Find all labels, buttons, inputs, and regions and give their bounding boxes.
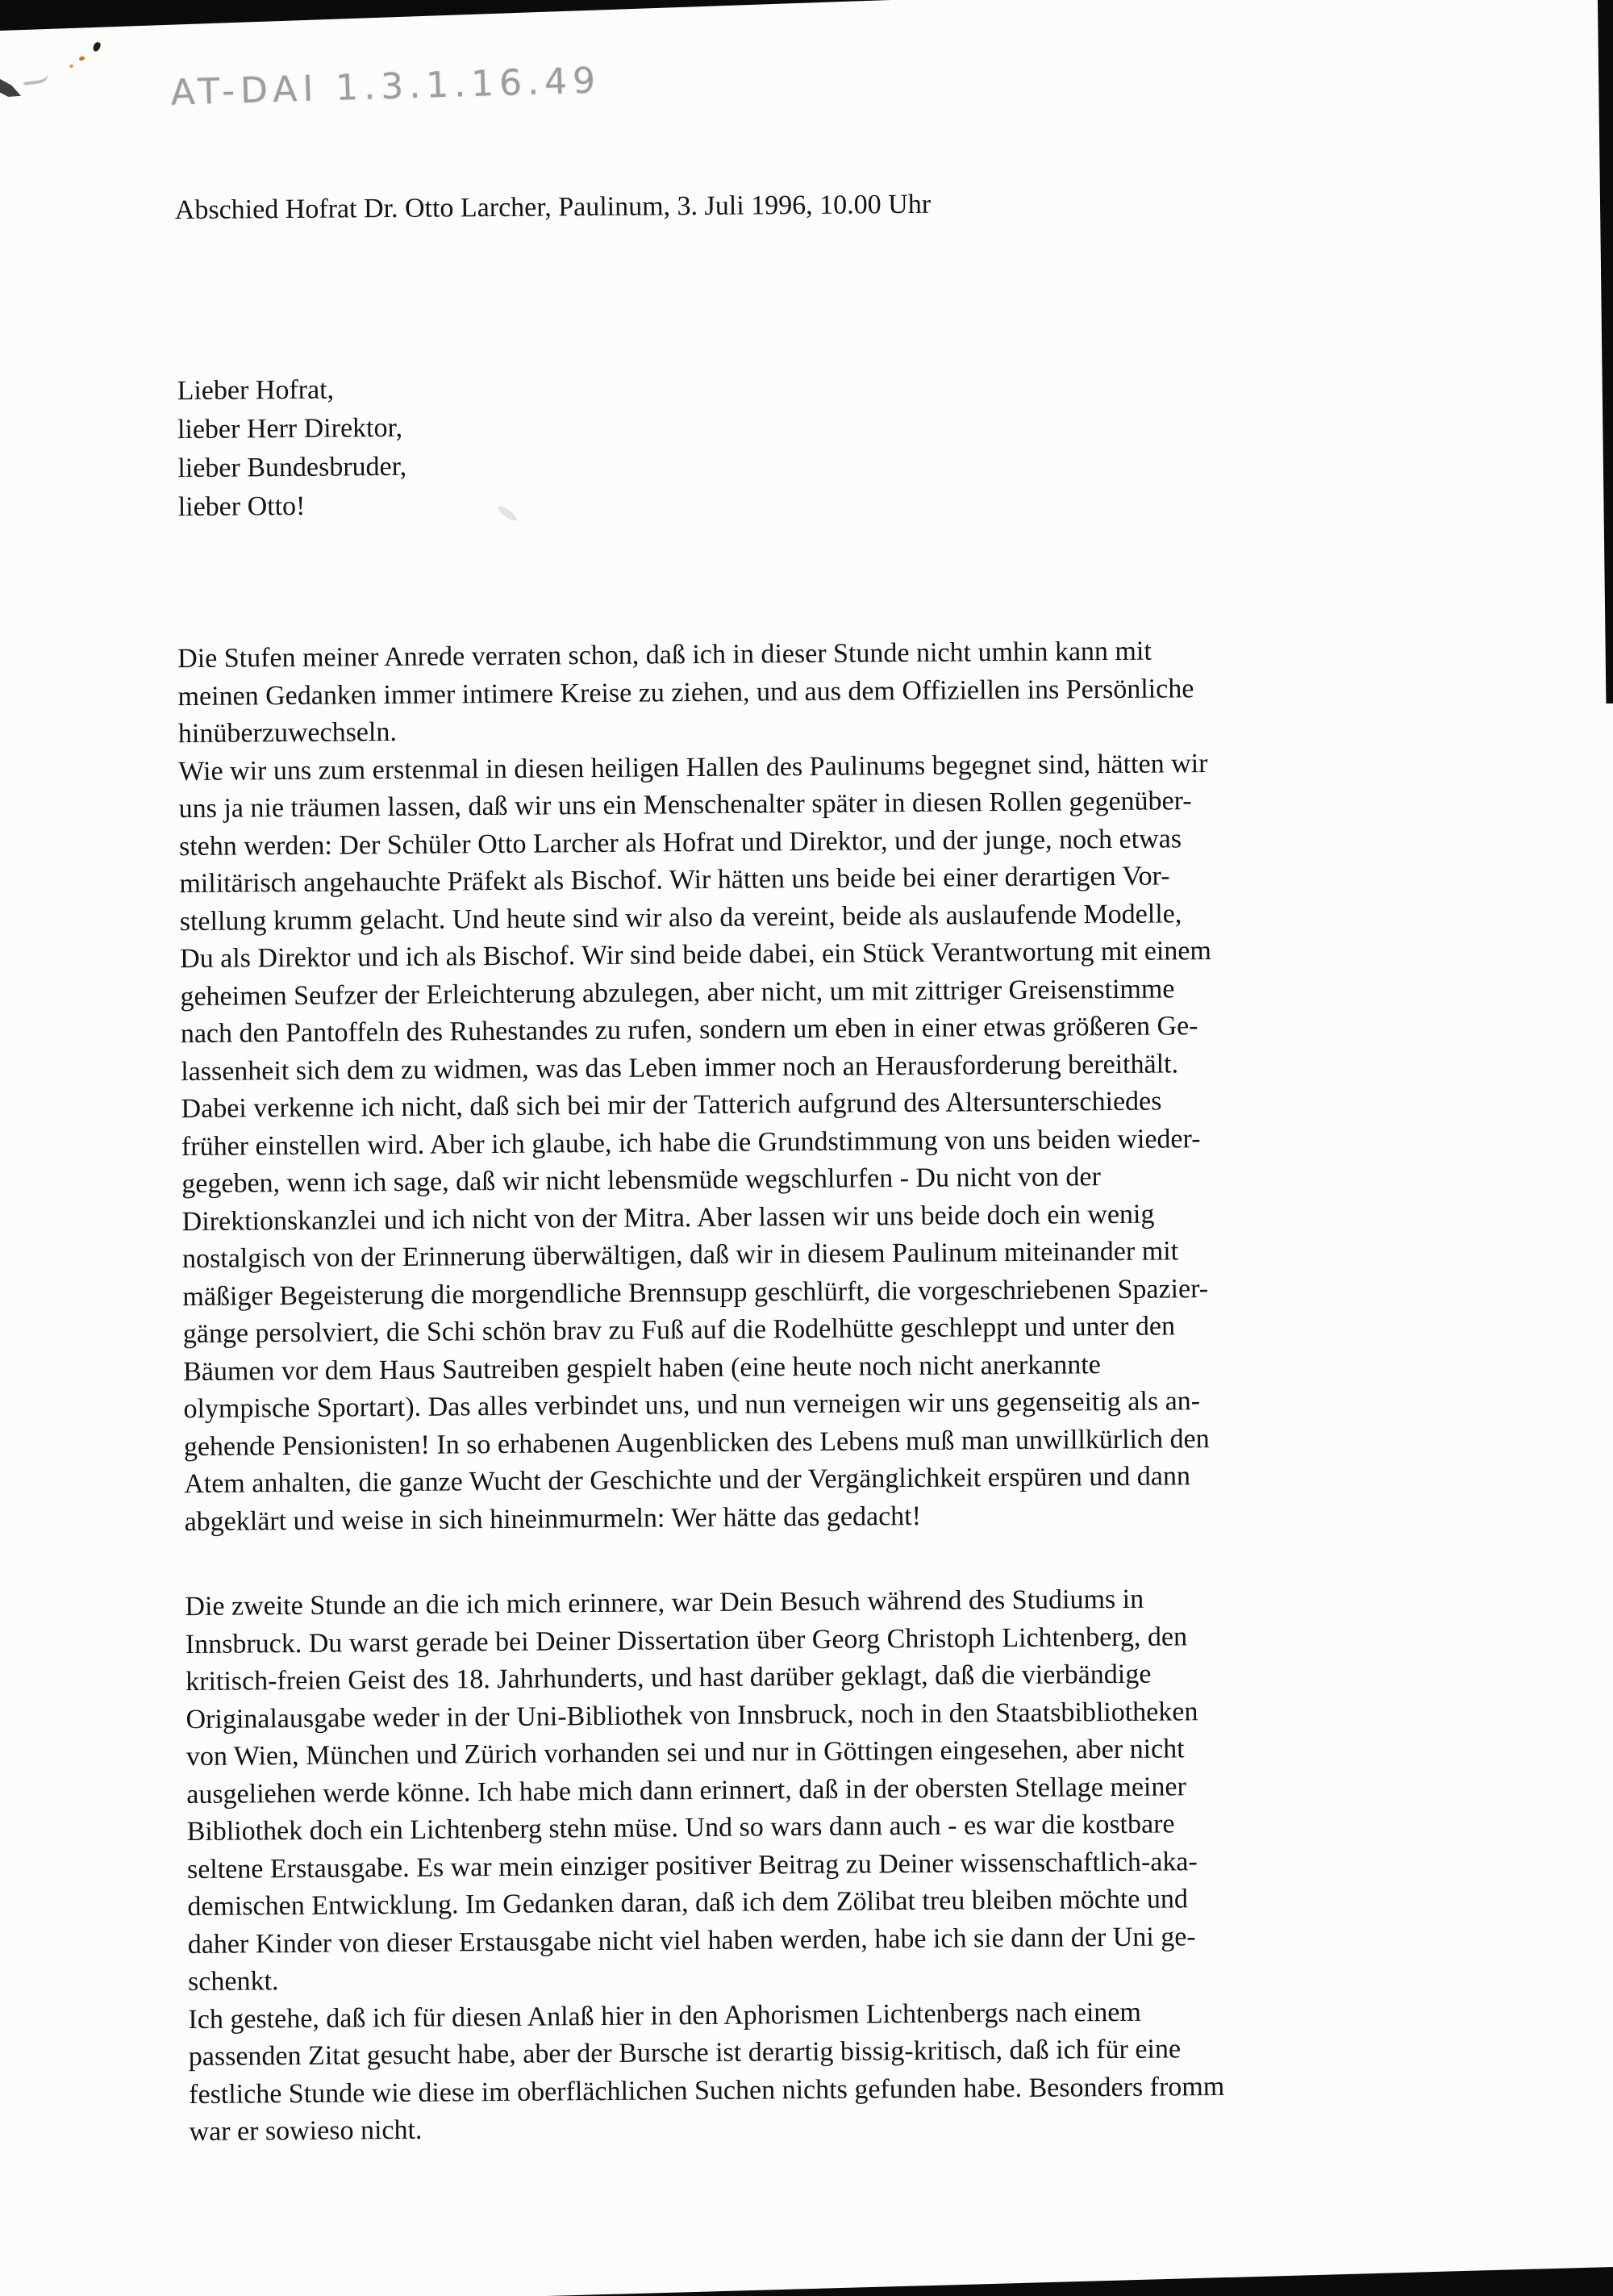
text-line: gänge persolviert, die Schi schön brav zu Fuß auf die Rodelhütte geschleppt und unter den <box>182 1311 1176 1350</box>
text-line: Direktionskanzlei und ich nicht von der Mitra. Aber lassen wir uns beide doch ein wenig <box>181 1199 1155 1237</box>
text-line: Lieber Hofrat, <box>177 374 335 407</box>
text-line: lieber Herr Direktor, <box>177 412 403 445</box>
text-line: lieber Otto! <box>177 491 306 523</box>
text-line: Die Stufen meiner Anrede verraten schon, daß ich in dieser Stunde nicht umhin kann mit <box>177 636 1152 674</box>
text-line: daher Kinder von dieser Erstausgabe nicht viel haben werden, habe ich sie dann der Uni ge- <box>187 1921 1196 1960</box>
text-line: hinüberzuwechseln. <box>177 716 398 749</box>
salutation <box>177 370 406 527</box>
text-line: lassenheit sich dem zu widmen, was das Leben immer noch an Herausforderung bereithält. <box>181 1048 1179 1087</box>
text-line: Atem anhalten, die ganze Wucht der Geschichte und der Vergänglichkeit erspüren und dann <box>184 1461 1191 1500</box>
text-line: Innsbruck. Du warst gerade bei Deiner Dissertation über Georg Christoph Lichtenberg, den <box>185 1621 1188 1659</box>
text-line: ausgeliehen werde könne. Ich habe mich dann erinnert, daß in der obersten Stellage meiner <box>186 1771 1186 1810</box>
body-paragraph-2 <box>185 1580 1225 2152</box>
text-line: stehn werden: Der Schüler Otto Larcher als Hofrat und Direktor, und der junge, noch etwas <box>178 823 1182 862</box>
text-line: Ich gestehe, daß ich für diesen Anlaß hier in den Aphorismen Lichtenbergs nach einem <box>188 1997 1142 2035</box>
text-line: festliche Stunde wie diese im oberflächlichen Suchen nichts gefunden habe. Besonders fromm <box>189 2071 1225 2110</box>
text-line: mäßiger Begeisterung die morgendliche Brennsupp geschlürft, die vorgeschriebenen Spazier- <box>182 1273 1209 1312</box>
text-line: von Wien, München und Zürich vorhanden sei und nur in Göttingen eingesehen, aber nicht <box>185 1734 1185 1772</box>
text-line: nach den Pantoffeln des Ruhestandes zu rufen, sondern um eben in einer etwas größeren Ge- <box>180 1011 1198 1050</box>
text-line: kritisch-freien Geist des 18. Jahrhunderts, und hast darüber geklagt, daß die vierbändige <box>185 1659 1152 1697</box>
text-line: Bäumen vor dem Haus Sautreiben gespielt haben (eine heute noch nicht anerkannte <box>183 1349 1101 1387</box>
dust-speck-orange-2 <box>69 65 73 68</box>
text-line: gegeben, wenn ich sage, daß wir nicht lebensmüde wegschlurfen - Du nicht von der <box>181 1162 1102 1200</box>
text-line: militärisch angehauchte Präfekt als Bischof. Wir hätten uns beide bei einer derartigen Vor- <box>179 861 1170 900</box>
text-line: meinen Gedanken immer intimere Kreise zu ziehen, und aus dem Offiziellen ins Persönliche <box>177 673 1194 712</box>
text-line: Du als Direktor und ich als Bischof. Wir sind beide dabei, ein Stück Verantwortung mit einem <box>179 936 1211 975</box>
text-line: früher einstellen wird. Aber ich glaube, ich habe die Grundstimmung von uns beiden wieder- <box>181 1123 1201 1162</box>
text-line: Bibliothek doch ein Lichtenberg stehn müse. Und so wars dann auch - es war die kostbare <box>186 1809 1175 1847</box>
text-line: Wie wir uns zum erstenmal in diesen heiligen Hallen des Paulinums begegnet sind, hätten wir <box>178 748 1208 787</box>
text-line: Originalausgabe weder in der Uni-Bibliothek von Innsbruck, noch in den Staatsbibliotheken <box>185 1696 1198 1735</box>
text-line: uns ja nie träumen lassen, daß wir uns ein Menschenalter später in diesen Rollen gegenüber- <box>178 786 1192 824</box>
text-line: olympische Sportart). Das alles verbindet uns, und nun verneigen wir uns gegenseitig als an- <box>183 1386 1201 1425</box>
text-line: war er sowieso nicht. <box>189 2114 423 2148</box>
text-line: nostalgisch von der Erinnerung überwältigen, daß wir in diesem Paulinum miteinander mit <box>181 1236 1179 1275</box>
archival-reference-handwriting: AT-DAI 1.3.1.16.49 <box>170 60 602 114</box>
text-line: abgeklärt und weise in sich hineinmurmeln: Wer hätte das gedacht! <box>184 1501 922 1537</box>
text-line: Dabei verkenne ich nicht, daß sich bei mir der Tatterich aufgrund des Altersunterschiedes <box>181 1086 1162 1125</box>
body-paragraph-1 <box>177 632 1215 1541</box>
text-line: demischen Entwicklung. Im Gedanken daran, daß ich dem Zölibat treu bleiben möchte und <box>187 1884 1189 1922</box>
text-line: lieber Bundesbruder, <box>177 451 407 484</box>
text-line: passenden Zitat gesucht habe, aber der Bursche ist derartig bissig-kritisch, daß ich für eine <box>188 2034 1182 2073</box>
text-line: stellung krumm gelacht. Und heute sind wir also da vereint, beide als auslaufende Modelle, <box>179 898 1182 937</box>
letter-title: Abschied Hofrat Dr. Otto Larcher, Paulinum, 3. Juli 1996, 10.00 Uhr <box>174 189 932 226</box>
text-line: seltene Erstausgabe. Es war mein einziger positiver Beitrag zu Deiner wissenschaftlich-aka- <box>186 1846 1198 1885</box>
text-line: Die zweite Stunde an die ich mich erinnere, war Dein Besuch während des Studiums in <box>185 1584 1144 1622</box>
text-line: gehende Pensionisten! In so erhabenen Augenblicken des Lebens muß man unwillkürlich den <box>183 1423 1210 1462</box>
text-line: schenkt. <box>187 1966 279 1998</box>
text-line: geheimen Seufzer der Erleichterung abzulegen, aber nicht, um mit zittriger Greisenstimme <box>180 973 1175 1012</box>
